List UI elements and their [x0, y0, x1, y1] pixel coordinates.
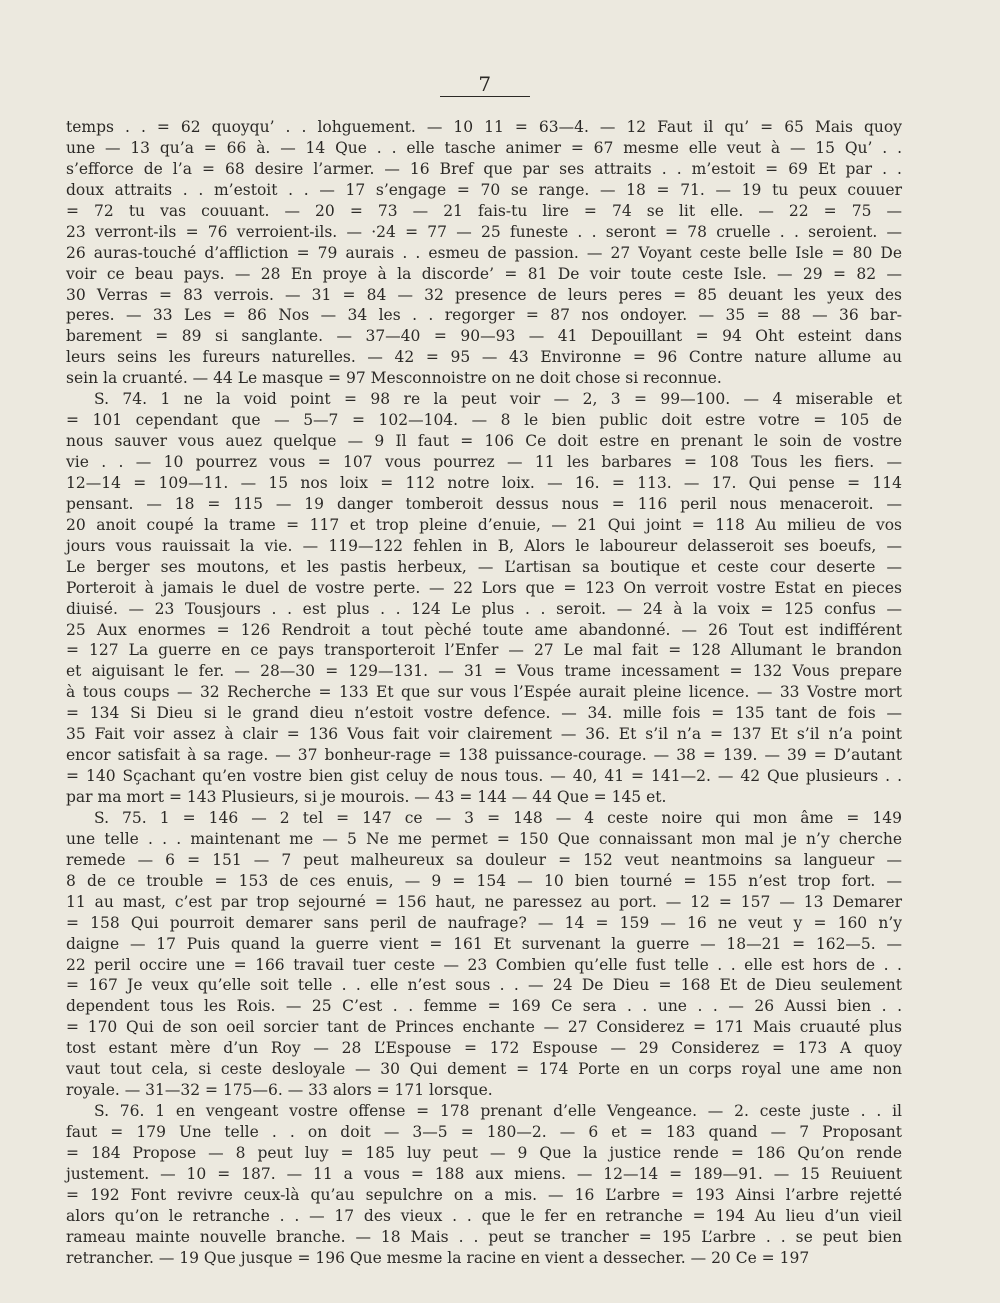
- text-line: = 72 tu vas couuant. — 20 = 73 — 21 fais-tu lire = 74 se lit elle. — 22 = 75 —: [66, 201, 902, 220]
- text-line: pensant. — 18 = 115 — 19 danger tomberoit dessus nous = 116 peril nous menaceroit. —: [66, 494, 902, 513]
- text-line: encor satisfait à sa rage. — 37 bonheur-rage = 138 puissance-courage. — 38 = 139. — 39 = D’autant: [66, 746, 902, 765]
- text-line: 8 de ce trouble = 153 de ces enuis, — 9 = 154 — 10 bien tourné = 155 n’est trop fort. —: [66, 871, 902, 890]
- text-line: nous sauver vous auez quelque — 9 Il faut = 106 Ce doit estre en prenant le soin de vostre: [66, 432, 902, 451]
- paragraph: [66, 389, 902, 808]
- body-text: [66, 117, 902, 1269]
- text-line: = 184 Propose — 8 peut luy = 185 luy peut — 9 Que la justice rende = 186 Qu’on rende: [66, 1143, 902, 1162]
- text-line: 30 Verras = 83 verrois. — 31 = 84 — 32 presence de leurs peres = 85 deuant les yeux des: [66, 285, 902, 304]
- text-line: retrancher. — 19 Que jusque = 196 Que mesme la racine en vient a dessecher. — 20 Ce = 197: [66, 1248, 810, 1267]
- text-line: à tous coups — 32 Recherche = 133 Et que sur vous l’Espée aurait pleine licence. — 33 Vostre mort: [66, 683, 902, 702]
- text-line: 23 verront-ils = 76 verroient-ils. — ·24 = 77 — 25 funeste . . seront = 78 cruelle . . seroient. —: [66, 222, 902, 241]
- text-line: 22 peril occire une = 166 travail tuer ceste — 23 Combien qu’elle fust telle . . elle est hors de . .: [66, 955, 902, 974]
- paragraph: [66, 117, 902, 389]
- text-line: = 158 Qui pourroit demarer sans peril de naufrage? — 14 = 159 — 16 ne veut y = 160 n’y: [66, 913, 902, 932]
- text-line: une telle . . . maintenant me — 5 Ne me permet = 150 Que connaissant mon mal je n’y cherche: [66, 829, 902, 848]
- page-number-rule: [440, 96, 530, 97]
- text-line: jours vous rauissait la vie. — 119—122 fehlen in B, Alors le laboureur delasseroit ses boeufs, —: [66, 536, 902, 555]
- text-line: Porteroit à jamais le duel de vostre perte. — 22 Lors que = 123 On verroit vostre Estat en pieces: [66, 578, 902, 597]
- text-line: temps . . = 62 quoyqu’ . . lohguement. — 10 11 = 63—4. — 12 Faut il qu’ = 65 Mais quoy: [66, 118, 902, 136]
- text-line: doux attraits . . m’estoit . . — 17 s’engage = 70 se range. — 18 = 71. — 19 tu peux couuer: [66, 180, 902, 199]
- text-line: 25 Aux enormes = 126 Rendroit a tout pèché toute ame abandonné. — 26 Tout est indifférent: [66, 620, 902, 639]
- text-line: 11 au mast, c’est par trop sejourné = 156 haut, ne paressez au port. — 12 = 157 — 13 Demarer: [66, 892, 902, 911]
- text-line: sein la cruanté. — 44 Le masque = 97 Mesconnoistre on ne doit chose si reconnue.: [66, 369, 722, 388]
- text-line: s’efforce de l’a = 68 desire l’armer. — 16 Bref que par ses attraits . . m’estoit = 69 Et par . .: [66, 159, 902, 178]
- text-line: = 170 Qui de son oeil sorcier tant de Princes enchante — 27 Considerez = 171 Mais cruauté plus: [66, 1018, 902, 1037]
- text-line: dependent tous les Rois. — 25 C’est . . femme = 169 Ce sera . . une . . — 26 Aussi bien . .: [66, 997, 902, 1016]
- text-line: vie . . — 10 pourrez vous = 107 vous pourrez — 11 les barbares = 108 Tous les fiers. —: [66, 453, 902, 471]
- text-line: = 192 Font revivre ceux-là qu’au sepulchre on a mis. — 16 L’arbre = 193 Ainsi l’arbre rejetté: [66, 1185, 902, 1204]
- text-line: vaut tout cela, si ceste desloyale — 30 Qui dement = 174 Porte en un corps royal une ame non: [66, 1060, 902, 1079]
- text-line: une — 13 qu’a = 66 à. — 14 Que . . elle tasche animer = 67 mesme elle veut à — 15 Qu’ . .: [66, 138, 902, 157]
- paragraph: [66, 808, 902, 1101]
- text-line: faut = 179 Une telle . . on doit — 3—5 = 180—2. — 6 et = 183 quand — 7 Proposant: [66, 1123, 902, 1141]
- text-line: leurs seins les fureurs naturelles. — 42 = 95 — 43 Environne = 96 Contre nature allume au: [66, 348, 902, 367]
- text-line: remede — 6 = 151 — 7 peut malheureux sa douleur = 152 veut neantmoins sa langueur —: [66, 850, 902, 869]
- text-line: barement = 89 si sanglante. — 37—40 = 90—93 — 41 Depouillant = 94 Oht esteint dans: [66, 327, 902, 346]
- text-line: peres. — 33 Les = 86 Nos — 34 les . . regorger = 87 nos ondoyer. — 35 = 88 — 36 bar-: [66, 306, 902, 325]
- text-line: 35 Fait voir assez à clair = 136 Vous fait voir clairement — 36. Et s’il n’a = 137 Et s’il n’a point: [66, 725, 902, 744]
- text-line: S. 75. 1 = 146 — 2 tel = 147 ce — 3 = 148 — 4 ceste noire qui mon âme = 149: [94, 808, 902, 827]
- text-line: Le berger ses moutons, et les pastis herbeux, — L’artisan sa boutique et ceste cour deserte —: [66, 557, 902, 576]
- text-line: daigne — 17 Puis quand la guerre vient = 161 Et survenant la guerre — 18—21 = 162—5. —: [66, 934, 902, 953]
- text-line: = 140 Sçachant qu’en vostre bien gist celuy de nous tous. — 40, 41 = 141—2. — 42 Que plusieurs . .: [66, 767, 902, 786]
- text-line: = 134 Si Dieu si le grand dieu n’estoit vostre defence. — 34. mille fois = 135 tant de fois —: [66, 704, 902, 723]
- text-line: = 101 cependant que — 5—7 = 102—104. — 8 le bien public doit estre votre = 105 de: [66, 411, 902, 430]
- text-line: S. 76. 1 en vengeant vostre offense = 178 prenant d’elle Vengeance. — 2. ceste juste . . il: [94, 1102, 902, 1121]
- page-number: 7: [478, 72, 492, 96]
- text-line: par ma mort = 143 Plusieurs, si je mourois. — 43 = 144 — 44 Que = 145 et.: [66, 788, 667, 806]
- text-line: voir ce beau pays. — 28 En proye à la discorde’ = 81 De voir toute ceste Isle. — 29 = 82 —: [66, 264, 902, 283]
- text-line: alors qu’on le retranche . . — 17 des vieux . . que le fer en retranche = 194 Au lieu d’un vieil: [66, 1206, 902, 1225]
- text-line: 12—14 = 109—11. — 15 nos loix = 112 notre loix. — 16. = 113. — 17. Qui pense = 114: [66, 473, 902, 492]
- text-line: = 127 La guerre en ce pays transporteroit l’Enfer — 27 Le mal fait = 128 Allumant le brandon: [66, 641, 902, 660]
- paragraph: [66, 1101, 902, 1269]
- text-line: 20 anoit coupé la trame = 117 et trop pleine d’enuie, — 21 Qui joint = 118 Au milieu de vos: [66, 515, 902, 534]
- text-line: tost estant mère d’un Roy — 28 L’Espouse = 172 Espouse — 29 Considerez = 173 A quoy: [66, 1039, 902, 1058]
- text-line: justement. — 10 = 187. — 11 a vous = 188 aux miens. — 12—14 = 189—91. — 15 Reuiuent: [66, 1164, 902, 1183]
- text-line: et aiguisant le fer. — 28—30 = 129—131. — 31 = Vous trame incessament = 132 Vous prepare: [66, 662, 902, 681]
- text-line: rameau mainte nouvelle branche. — 18 Mais . . peut se trancher = 195 L’arbre . . se peut bien: [66, 1227, 902, 1246]
- text-line: royale. — 31—32 = 175—6. — 33 alors = 171 lorsque.: [66, 1081, 493, 1100]
- text-line: = 167 Je veux qu’elle soit telle . . elle n’est sous . . — 24 De Dieu = 168 Et de Dieu seulement: [66, 976, 902, 995]
- text-line: diuisé. — 23 Tousjours . . est plus . . 124 Le plus . . seroit. — 24 à la voix = 125 confus —: [66, 599, 902, 618]
- text-line: 26 auras-touché d’affliction = 79 aurais . . esmeu de passion. — 27 Voyant ceste belle Isle = 80 De: [66, 243, 902, 262]
- text-line: S. 74. 1 ne la void point = 98 re la peut voir — 2, 3 = 99—100. — 4 miserable et: [94, 390, 902, 409]
